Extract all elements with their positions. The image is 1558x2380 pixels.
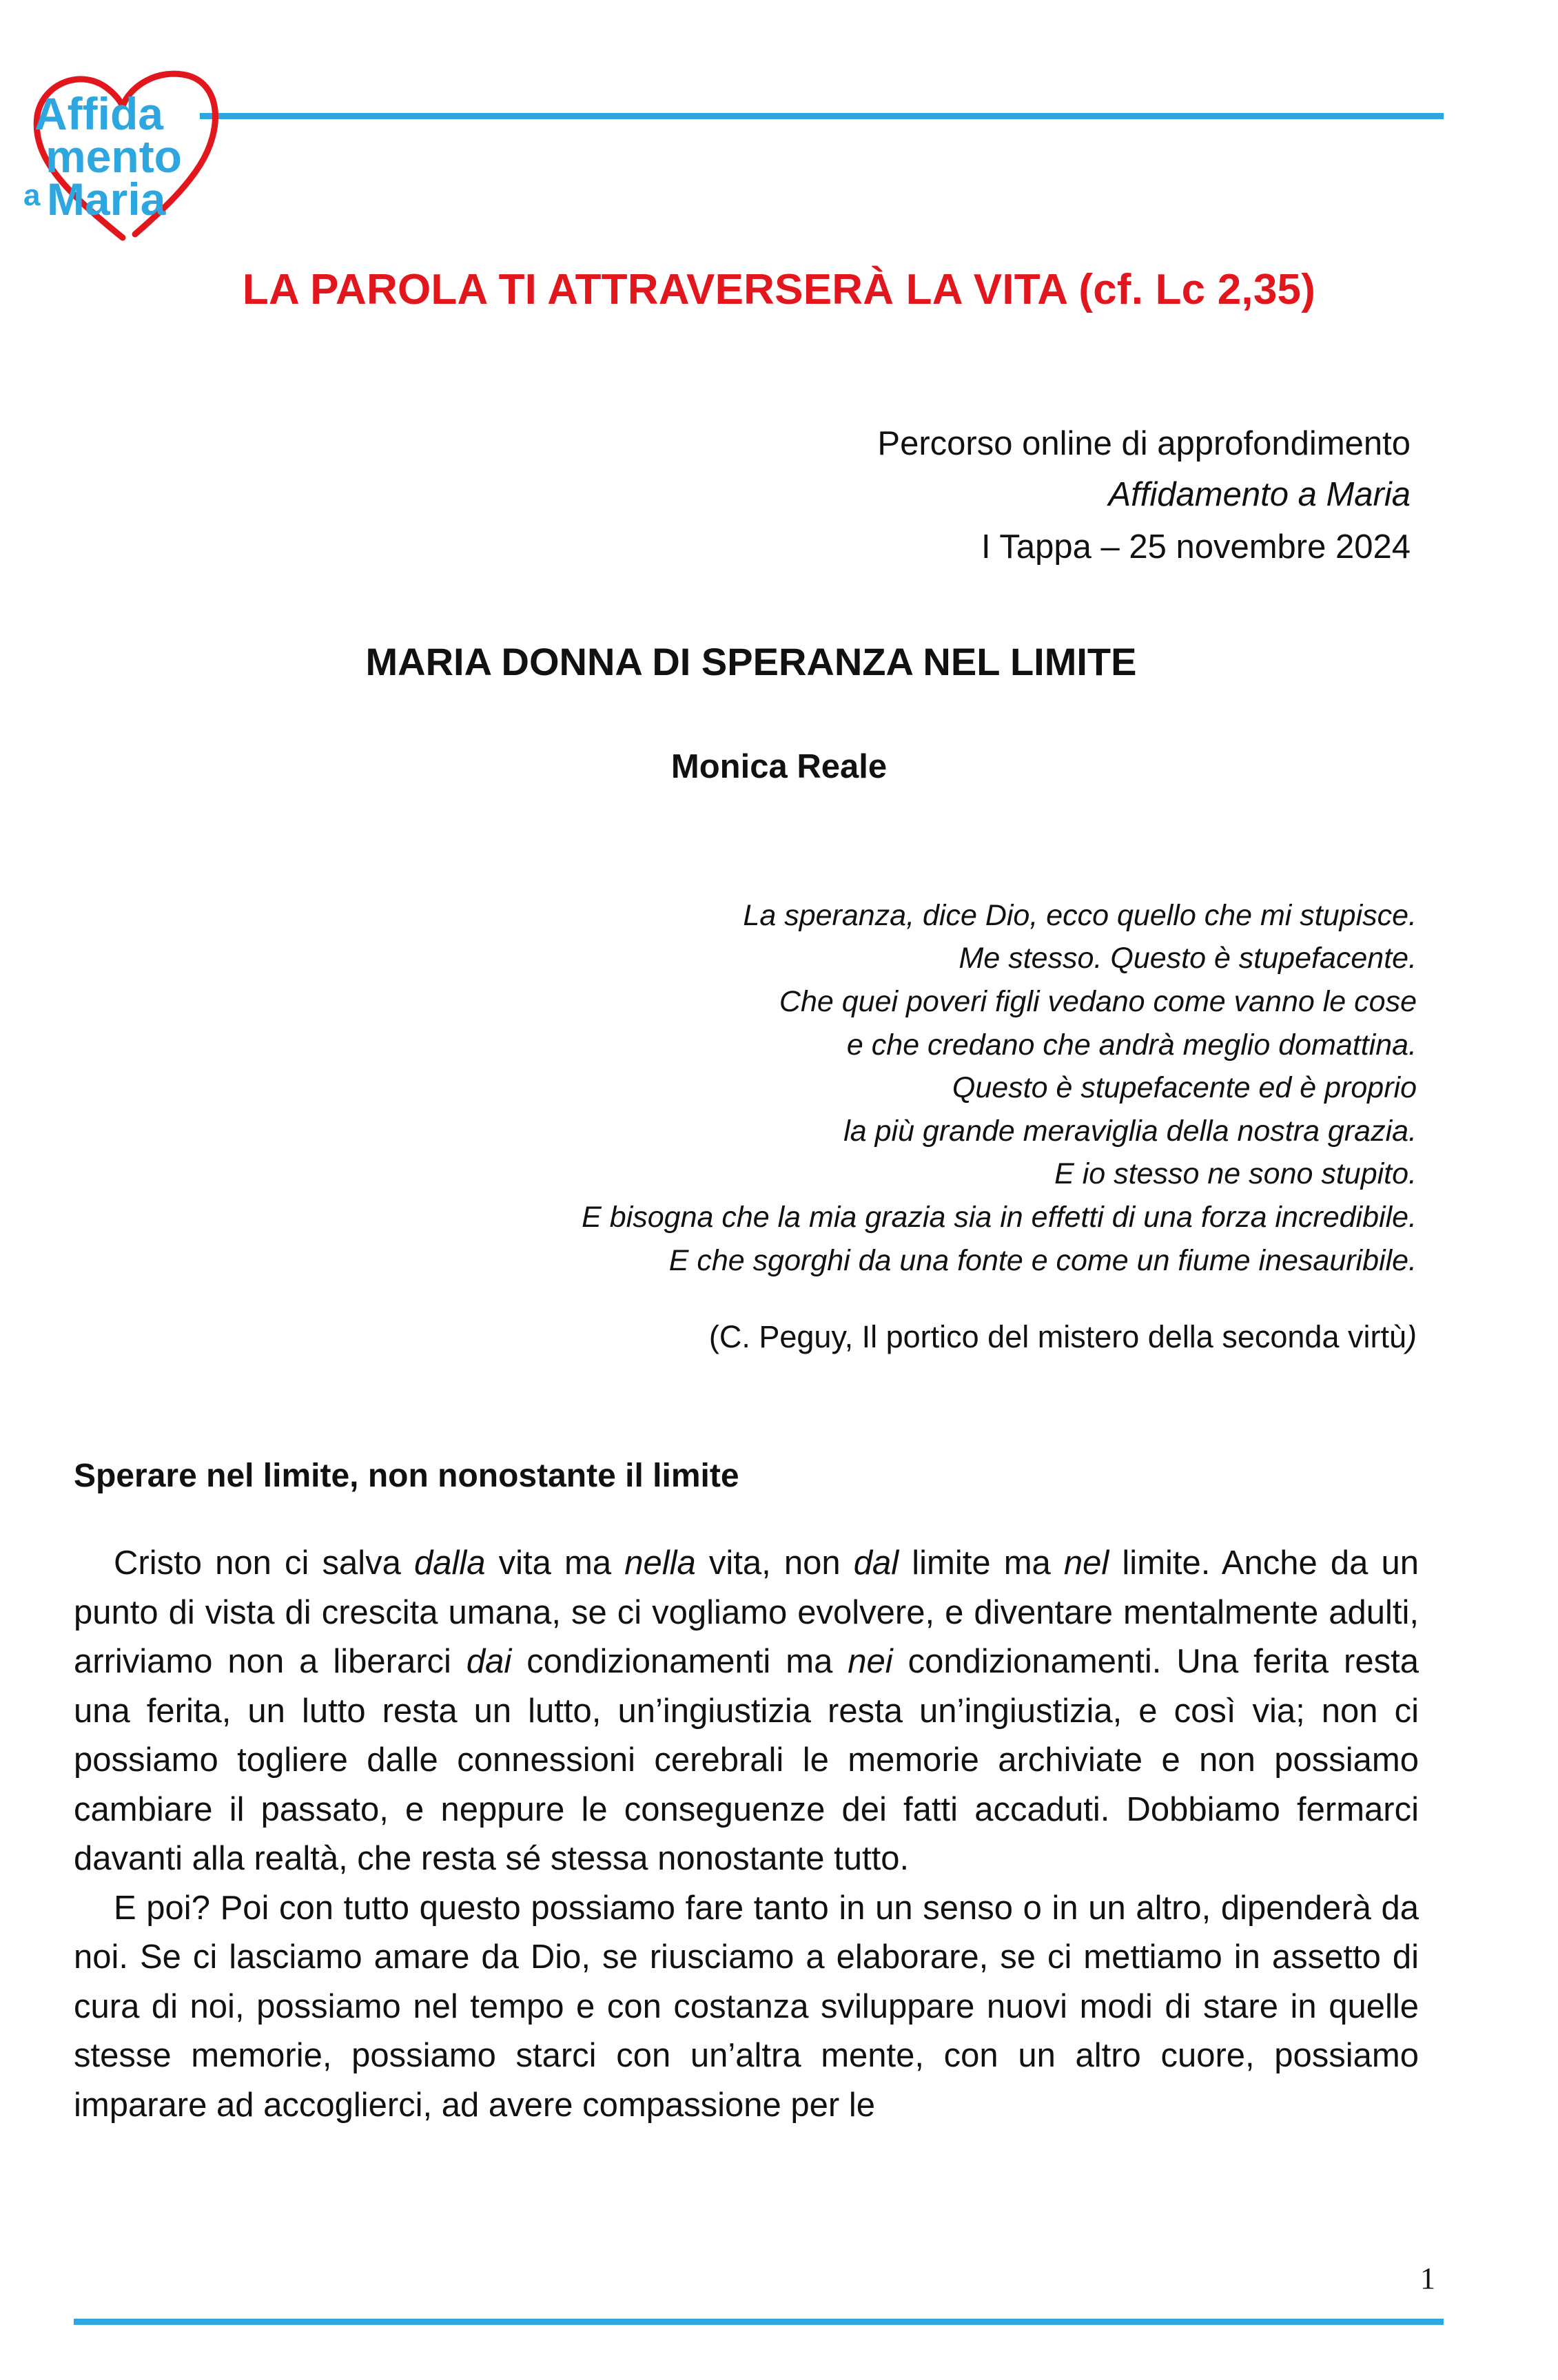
section-heading: Sperare nel limite, non nonostante il limite [74,1458,739,1494]
course-line: Percorso online di approfondimento [877,425,1411,462]
lecture-title: MARIA DONNA DI SPERANZA NEL LIMITE [365,640,1137,683]
poem-line: E bisogna che la mia grazia sia in effetti di una forza incredibile. [582,1201,1417,1234]
logo-text-maria: Maria [47,174,166,225]
header-rule [200,113,1444,119]
poem-citation [709,1319,1417,1355]
logo-text-affida: Affida [34,88,163,139]
paragraph: Cristo non ci salva dalla vita ma nella vita, non dal limite ma nel limite. Anche da un punto di vista di crescita umana, se ci vogliamo evolvere, e diventare mentalmente adulti, arriviamo non a liberarci dai condizionamenti ma nei condizionamenti. Una ferita resta una ferita, un lutto resta un lutto, un’ingiustizia resta un’ingiustizia, e così via; non ci possiamo togliere dalle connessioni cerebrali le memorie archiviate e non possiamo cambiare il passato, e neppure le conseguenze dei fatti accaduti. Dobbiamo fermarci davanti alla realtà, che resta sé stessa nonostante tutto. [74,1544,1419,1877]
course-name: Affidamento a Maria [1108,476,1411,513]
poem-line: La speranza, dice Dio, ecco quello che mi stupisce. [743,899,1417,932]
author-name: Monica Reale [670,748,888,785]
poem-line: Che quei poveri figli vedano come vanno le cose [779,985,1417,1018]
poem-line: Me stesso. Questo è stupefacente. [959,942,1417,975]
footer-rule [74,2319,1444,2325]
poem-line: la più grande meraviglia della nostra grazia. [843,1115,1417,1148]
document-title: LA PAROLA TI ATTRAVERSERÀ LA VITA (cf. Lc 2,35) [242,266,1316,313]
body-text [74,1539,1419,2130]
paragraph: E poi? Poi con tutto questo possiamo fare tanto in un senso o in un altro, dipenderà da noi. Se ci lasciamo amare da Dio, se riusciamo a elaborare, se ci mettiamo in assetto di cura di noi, possiamo nel tempo e con costanza sviluppare nuovi modi di stare in quelle stesse memorie, possiamo starci con un’altra mente, con un altro cuore, possiamo imparare ad accoglierci, ad avere compassione per le [74,1889,1419,2124]
citation-text: (C. Peguy, Il portico del mistero della seconda virtù [708,1319,1406,1354]
poem-line: E che sgorghi da una fonte e come un fiume inesauribile. [668,1244,1417,1277]
course-date: I Tappa – 25 novembre 2024 [981,528,1411,566]
logo-text-mento: mento [45,131,182,182]
affidamento-a-maria-logo [19,62,226,248]
poem-line: Questo è stupefacente ed è proprio [952,1071,1417,1104]
poem-line: E io stesso ne sono stupito. [1054,1157,1417,1190]
logo-text-a: a [23,178,41,212]
page-number: 1 [1420,2262,1435,2295]
poem-line: e che credano che andrà meglio domattina. [846,1028,1417,1062]
citation-close: ) [1406,1319,1417,1354]
